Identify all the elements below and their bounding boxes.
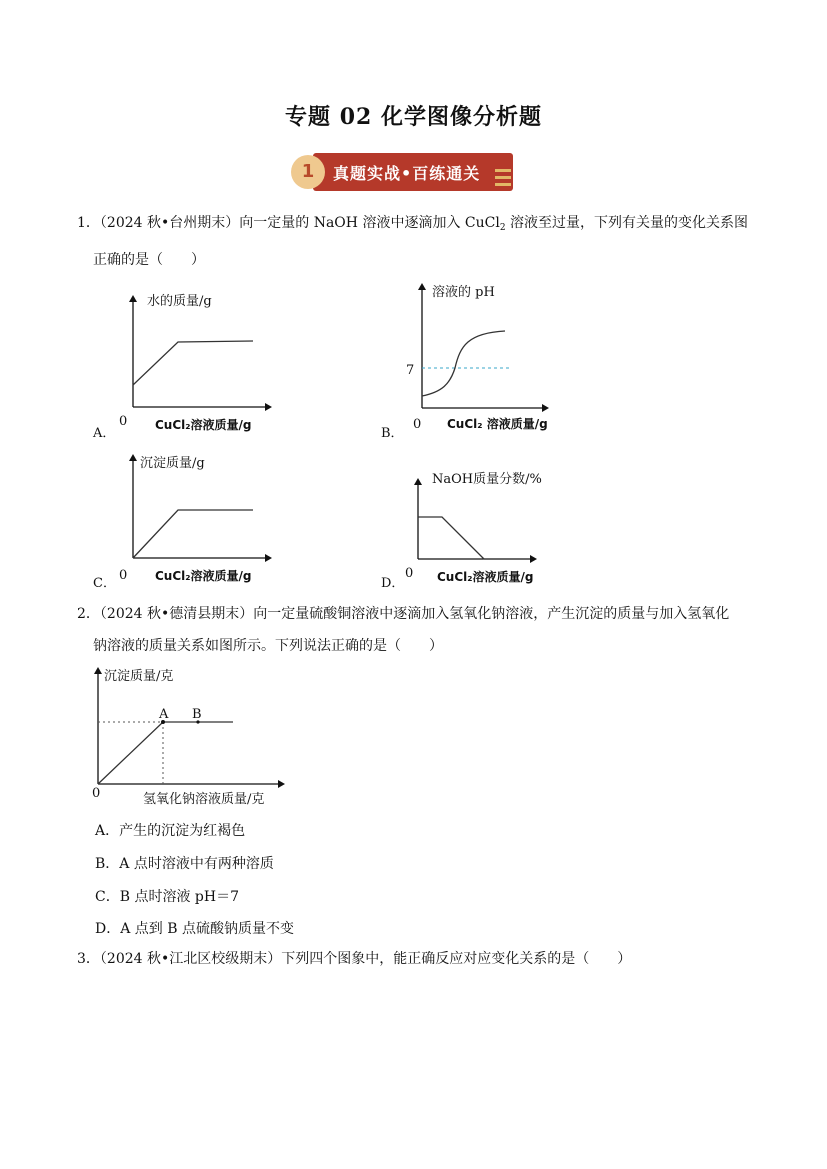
- section-banner: [291, 153, 535, 193]
- origin-label: 0: [119, 568, 128, 583]
- graph-b: [380, 278, 580, 438]
- question-2: [77, 598, 757, 662]
- choice-b: B．A 点时溶液中有两种溶质: [95, 856, 274, 872]
- origin-label: 0: [405, 566, 414, 581]
- banner-stripe: [495, 183, 511, 186]
- choice-a: A．产生的沉淀为红褐色: [95, 823, 246, 839]
- origin-label: 0: [92, 786, 101, 801]
- point-a-label: A: [159, 707, 169, 722]
- question-text-cont: 溶液至过量，下列有关量的变化关系图: [505, 215, 749, 231]
- question-source: （2024 秋•德清县期末）: [99, 606, 254, 622]
- question-number: 2．: [77, 606, 100, 622]
- option-label-b: B．: [381, 426, 404, 441]
- option-label-c: C．: [93, 576, 116, 591]
- graph-d: [380, 465, 580, 595]
- origin-label: 0: [413, 417, 422, 432]
- banner-stripe: [495, 176, 511, 179]
- graph-c: [90, 449, 270, 589]
- x-axis-label: 氢氧化钠溶液质量/克: [143, 792, 265, 807]
- question-number: 1．: [77, 215, 100, 231]
- question-source: （2024 秋•台州期末）: [99, 215, 240, 231]
- question-text: 下列四个图象中，能正确反应对应变化关系的是（ ）: [281, 951, 632, 967]
- option-label-d: D．: [381, 576, 405, 591]
- question-text: 向一定量的 NaOH 溶液中逐滴加入 CuCl: [239, 215, 500, 231]
- point-b-label: B: [192, 707, 202, 722]
- y-axis-label: NaOH质量分数/%: [432, 472, 542, 487]
- origin-label: 0: [119, 414, 128, 429]
- option-label-a: A．: [93, 426, 116, 441]
- choice-d: D．A 点到 B 点硫酸钠质量不变: [95, 921, 294, 937]
- question-1: [77, 207, 757, 276]
- x-axis-label: CuCl₂ 溶液质量/g: [447, 417, 548, 431]
- page-title: 专题 02 化学图像分析题: [285, 104, 542, 130]
- banner-text: 真题实战•百练通关: [333, 164, 481, 183]
- y-axis-label: 水的质量/g: [147, 294, 212, 309]
- question-number: 3．: [77, 951, 100, 967]
- y-axis-label: 沉淀质量/克: [104, 669, 174, 684]
- graph-a: [90, 290, 270, 440]
- banner-number: 1: [291, 155, 325, 189]
- x-axis-label: CuCl₂溶液质量/g: [155, 569, 252, 583]
- banner-bar: [313, 153, 513, 191]
- question-text: 向一定量硫酸铜溶液中逐滴加入氢氧化钠溶液，产生沉淀的质量与加入氢氧化: [253, 606, 730, 622]
- graph-q2: [88, 662, 308, 812]
- y-axis-label: 溶液的 pH: [432, 285, 495, 300]
- question-source: （2024 秋•江北区校级期末）: [99, 951, 282, 967]
- banner-stripe: [495, 169, 511, 172]
- subscript: 2: [499, 223, 506, 233]
- question-text-line2: 正确的是（ ）: [93, 252, 205, 268]
- choice-c: C．B 点时溶液 pH＝7: [95, 889, 239, 905]
- x-axis-label: CuCl₂溶液质量/g: [155, 418, 252, 432]
- x-axis-label: CuCl₂溶液质量/g: [437, 570, 534, 584]
- ph-mark-label: 7: [406, 363, 415, 378]
- y-axis-label: 沉淀质量/g: [140, 456, 205, 471]
- question-3: [77, 943, 757, 975]
- question-text-line2: 钠溶液的质量关系如图所示。下列说法正确的是（ ）: [93, 638, 443, 654]
